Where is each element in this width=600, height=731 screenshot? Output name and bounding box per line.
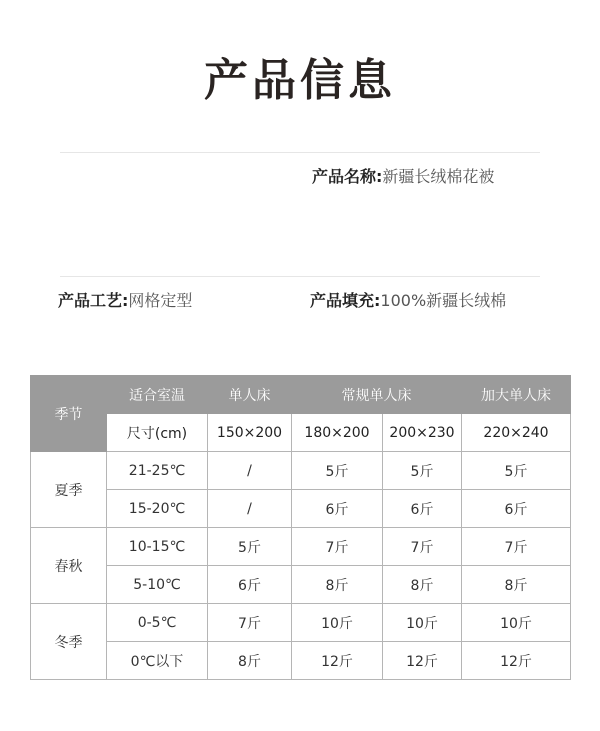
header-season: 季节: [31, 376, 107, 452]
size-200x230: 200×230: [383, 414, 462, 452]
product-craft-value: 网格定型: [128, 291, 193, 310]
value-cell: 6斤: [208, 566, 292, 604]
page-title: 产品信息: [204, 55, 396, 106]
product-fill-row: [310, 288, 506, 311]
divider-top: [60, 152, 540, 153]
temp-cell: 0-5℃: [107, 604, 208, 642]
spec-table: [30, 375, 571, 680]
table-row: [31, 642, 571, 680]
divider-middle: [60, 276, 540, 277]
value-cell: 8斤: [208, 642, 292, 680]
header-large: 加大单人床: [462, 376, 571, 414]
size-180x200: 180×200: [292, 414, 383, 452]
value-cell: 7斤: [292, 528, 383, 566]
value-cell: 6斤: [292, 490, 383, 528]
temp-cell: 10-15℃: [107, 528, 208, 566]
value-cell: 8斤: [292, 566, 383, 604]
product-fill-value: 100%新疆长绒棉: [380, 291, 507, 310]
value-cell: 10斤: [383, 604, 462, 642]
table-row: [31, 452, 571, 490]
value-cell: 7斤: [383, 528, 462, 566]
value-cell: 8斤: [462, 566, 571, 604]
header-temp: 适合室温: [107, 376, 208, 414]
table-row: [31, 528, 571, 566]
product-name-row: [312, 164, 494, 187]
value-cell: 12斤: [292, 642, 383, 680]
header-regular: 常规单人床: [292, 376, 462, 414]
value-cell: 6斤: [383, 490, 462, 528]
value-cell: 5斤: [208, 528, 292, 566]
table-row: [31, 490, 571, 528]
product-name-value: 新疆长绒棉花被: [382, 167, 495, 186]
table-row: [31, 566, 571, 604]
temp-cell: 5-10℃: [107, 566, 208, 604]
table-size-row: [31, 414, 571, 452]
temp-cell: 15-20℃: [107, 490, 208, 528]
product-craft-row: [58, 288, 192, 311]
temp-cell: 0℃以下: [107, 642, 208, 680]
value-cell: 7斤: [462, 528, 571, 566]
product-name-label: 产品名称:: [312, 167, 383, 186]
table-row: [31, 604, 571, 642]
value-cell: 5斤: [462, 452, 571, 490]
temp-cell: 21-25℃: [107, 452, 208, 490]
size-220x240: 220×240: [462, 414, 571, 452]
value-cell: /: [208, 490, 292, 528]
value-cell: 12斤: [383, 642, 462, 680]
product-craft-label: 产品工艺:: [58, 291, 129, 310]
size-label: 尺寸(cm): [107, 414, 208, 452]
value-cell: 10斤: [292, 604, 383, 642]
value-cell: 5斤: [292, 452, 383, 490]
season-cell: 夏季: [31, 452, 107, 528]
header-single: 单人床: [208, 376, 292, 414]
value-cell: 7斤: [208, 604, 292, 642]
value-cell: 12斤: [462, 642, 571, 680]
table-header-row: [31, 376, 571, 414]
value-cell: /: [208, 452, 292, 490]
season-cell: 冬季: [31, 604, 107, 680]
size-150x200: 150×200: [208, 414, 292, 452]
value-cell: 6斤: [462, 490, 571, 528]
value-cell: 10斤: [462, 604, 571, 642]
value-cell: 5斤: [383, 452, 462, 490]
value-cell: 8斤: [383, 566, 462, 604]
season-cell: 春秋: [31, 528, 107, 604]
product-fill-label: 产品填充:: [310, 291, 381, 310]
